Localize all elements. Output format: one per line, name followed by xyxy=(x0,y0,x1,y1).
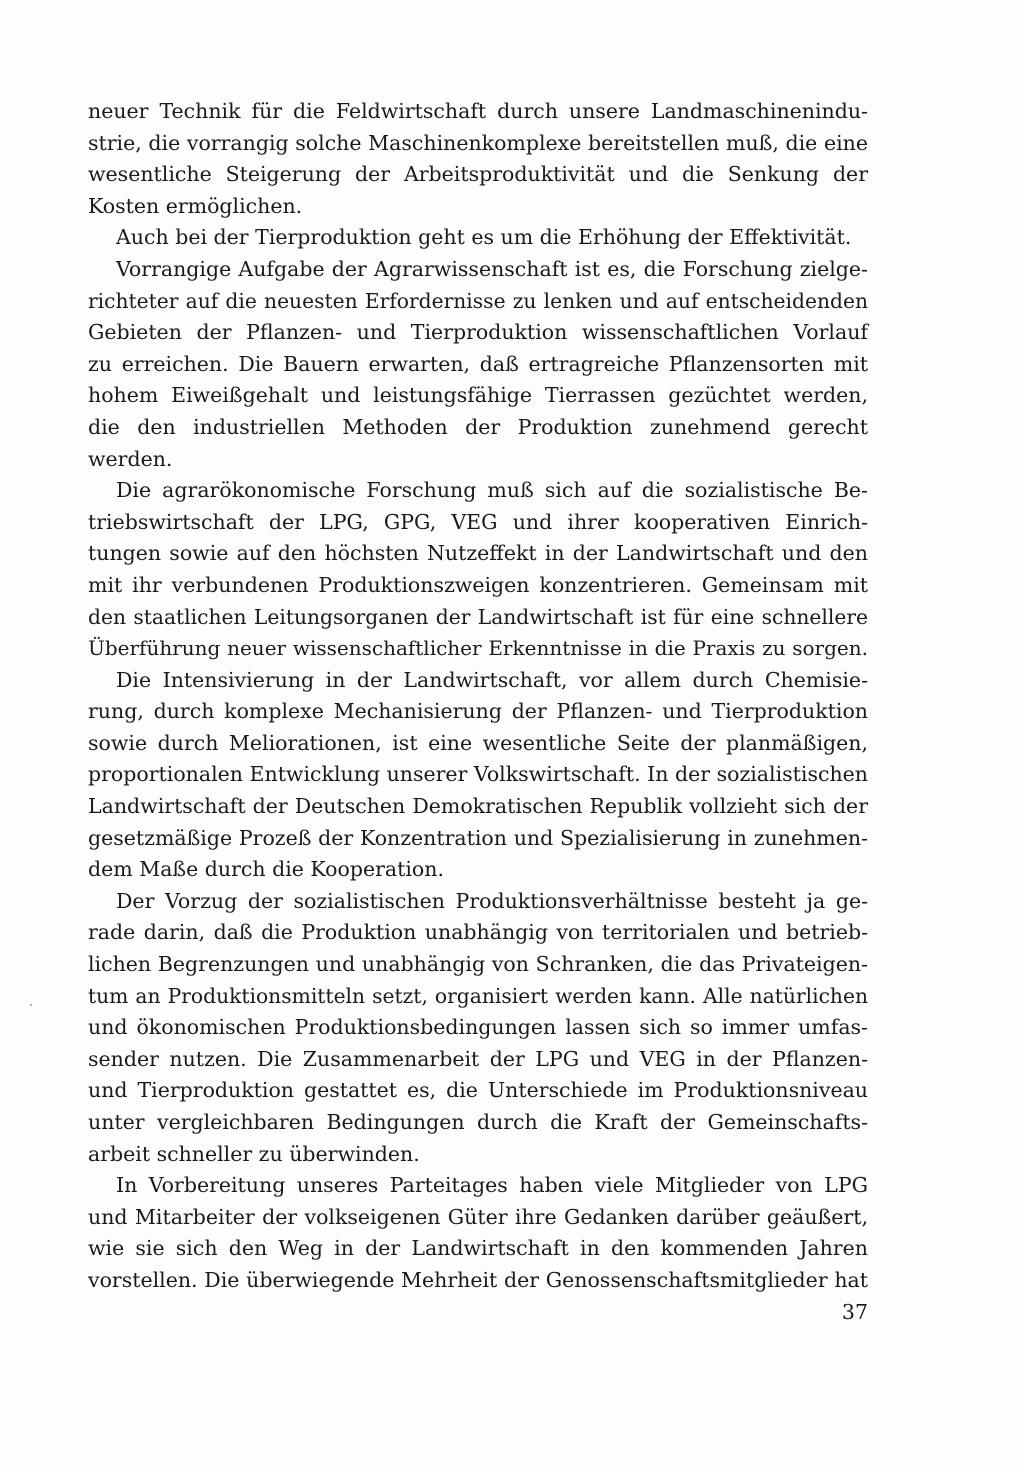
text-line: tungen sowie auf den höchsten Nutzeffekt in der Landwirtschaft und den xyxy=(88,541,868,566)
text-line: vorstellen. Die überwiegende Mehrheit der Genossenschaftsmitglieder hat xyxy=(88,1267,868,1292)
text-line: lichen Begrenzungen und unabhängig von Schranken, die das Privateigen- xyxy=(88,952,868,977)
text-line: zu erreichen. Die Bauern erwarten, daß ertragreiche Pflanzensorten mit xyxy=(88,351,868,376)
text-line: wie sie sich den Weg in der Landwirtschaft in den kommenden Jahren xyxy=(88,1236,868,1261)
text-line: sender nutzen. Die Zusammenarbeit der LPG und VEG in der Pflanzen- xyxy=(88,1046,868,1071)
text-line: Die Intensivierung in der Landwirtschaft, vor allem durch Chemisie- xyxy=(116,667,868,692)
text-line: werden. xyxy=(88,446,173,471)
text-line: strie, die vorrangig solche Maschinenkomplexe bereitstellen muß, die eine xyxy=(88,130,868,155)
text-line: hohem Eiweißgehalt und leistungsfähige Tierrassen gezüchtet werden, xyxy=(88,383,868,408)
page-number: 37 xyxy=(841,1300,868,1324)
text-line: tum an Produktionsmitteln setzt, organisiert werden kann. Alle natürlichen xyxy=(88,983,868,1008)
body-text xyxy=(88,96,868,1297)
text-line: richteter auf die neuesten Erfordernisse zu lenken und auf entscheidenden xyxy=(88,288,868,313)
text-line: Gebieten der Pflanzen- und Tierproduktion wissenschaftlichen Vorlauf xyxy=(88,320,868,345)
text-line: unter vergleichbaren Bedingungen durch die Kraft der Gemeinschafts- xyxy=(88,1110,868,1134)
text-line: Überführung neuer wissenschaftlicher Erkenntnisse in die Praxis zu sorgen. xyxy=(88,636,868,661)
text-line: den staatlichen Leitungsorganen der Landwirtschaft ist für eine schnellere xyxy=(88,604,868,629)
text-line: gesetzmäßige Prozeß der Konzentration und Spezialisierung in zunehmen- xyxy=(88,825,868,850)
scan-speck xyxy=(30,1004,32,1006)
text-line: und Tierproduktion gestattet es, die Unterschiede im Produktionsniveau xyxy=(88,1078,868,1103)
text-line: triebswirtschaft der LPG, GPG, VEG und ihrer kooperativen Einrich- xyxy=(88,509,868,534)
text-line: rade darin, daß die Produktion unabhängig von territorialen und betrieb- xyxy=(88,920,868,945)
text-line: proportionalen Entwicklung unserer Volkswirtschaft. In der sozialistischen xyxy=(88,762,868,787)
text-line: sowie durch Meliorationen, ist eine wesentliche Seite der planmäßigen, xyxy=(88,730,868,755)
text-line: Die agrarökonomische Forschung muß sich auf die sozialistische Be- xyxy=(116,478,868,503)
text-line: die den industriellen Methoden der Produktion zunehmend gerecht xyxy=(88,414,868,439)
text-line: wesentliche Steigerung der Arbeitsproduktivität und die Senkung der xyxy=(88,162,868,187)
text-line: Der Vorzug der sozialistischen Produktionsverhältnisse besteht ja ge- xyxy=(116,888,868,913)
text-line: und ökonomischen Produktionsbedingungen lassen sich so immer umfas- xyxy=(88,1015,868,1040)
text-line: In Vorbereitung unseres Parteitages haben viele Mitglieder von LPG xyxy=(116,1173,868,1198)
text-line: mit ihr verbundenen Produktionszweigen konzentrieren. Gemeinsam mit xyxy=(88,572,868,597)
text-line: Landwirtschaft der Deutschen Demokratischen Republik vollzieht sich der xyxy=(88,794,868,819)
text-line: und Mitarbeiter der volkseigenen Güter ihre Gedanken darüber geäußert, xyxy=(88,1204,868,1229)
text-line: Kosten ermöglichen. xyxy=(88,193,303,218)
text-line: neuer Technik für die Feldwirtschaft durch unsere Landmaschinenindu- xyxy=(88,99,868,123)
text-line: Vorrangige Aufgabe der Agrarwissenschaft ist es, die Forschung zielge- xyxy=(116,256,868,281)
text-line: arbeit schneller zu überwinden. xyxy=(88,1141,420,1166)
text-line: rung, durch komplexe Mechanisierung der Pflanzen- und Tierproduktion xyxy=(88,699,868,724)
text-line: dem Maße durch die Kooperation. xyxy=(88,857,444,882)
text-line: Auch bei der Tierproduktion geht es um die Erhöhung der Effektivität. xyxy=(116,225,852,250)
